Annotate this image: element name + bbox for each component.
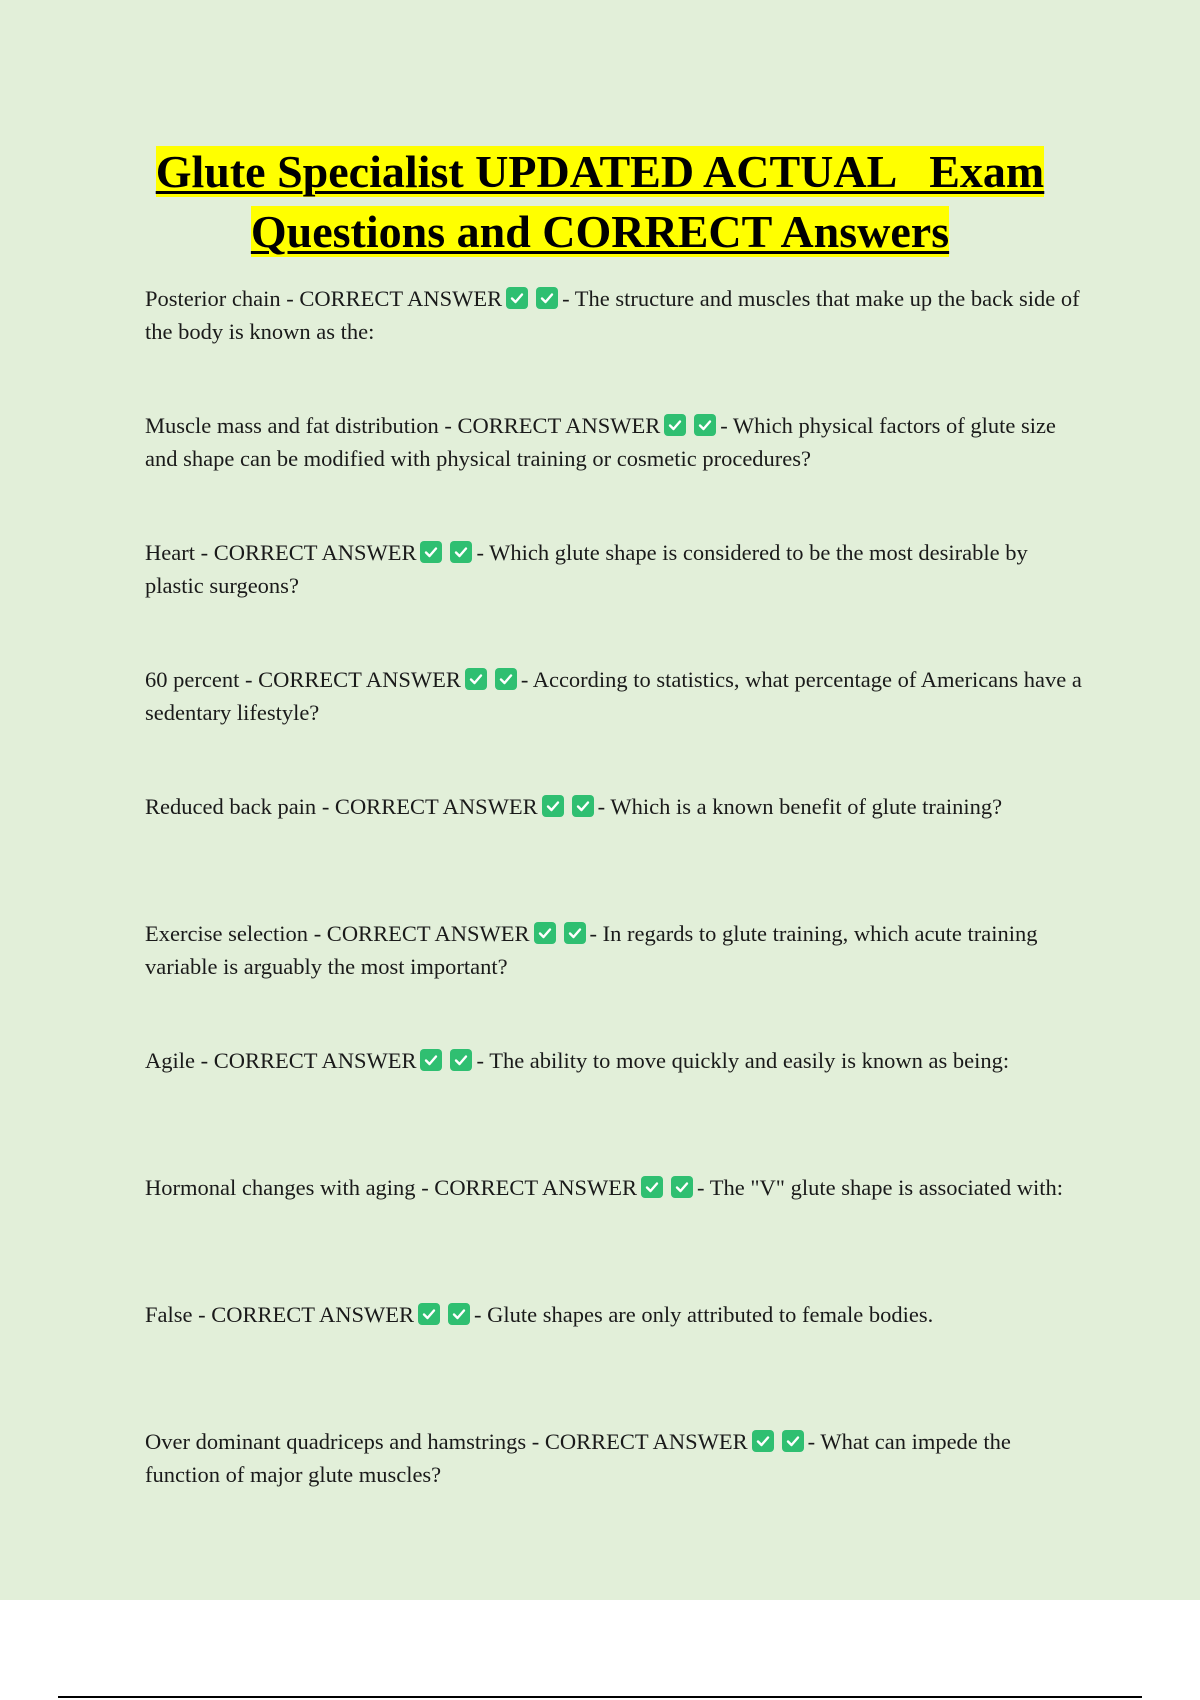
white-check-mark-icon	[752, 1430, 774, 1452]
correct-answer-tag: - CORRECT ANSWER	[438, 413, 661, 438]
correct-answer-tag: - CORRECT ANSWER	[239, 667, 461, 692]
correct-answer-tag: - CORRECT ANSWER	[415, 1175, 638, 1200]
white-check-mark-icon	[671, 1176, 693, 1198]
qa-item	[145, 536, 1085, 632]
answer-text: Over dominant quadriceps and hamstrings	[145, 1429, 527, 1454]
qa-item	[145, 409, 1085, 505]
answer-text: Exercise selection	[145, 921, 309, 946]
qa-item	[145, 1171, 1085, 1267]
answer-text: Posterior chain	[145, 286, 281, 311]
white-check-mark-icon	[694, 414, 716, 436]
answer-text: Agile	[145, 1048, 195, 1073]
qa-item	[145, 663, 1085, 759]
question-text: - The "V" glute shape is associated with:	[697, 1175, 1064, 1200]
white-check-mark-icon	[641, 1176, 663, 1198]
question-text: - In regards to glute training, which acute training variable is arguably the most important?	[145, 921, 1038, 979]
white-check-mark-icon	[572, 795, 594, 817]
document-title	[100, 142, 1100, 262]
correct-answer-tag: - CORRECT ANSWER	[192, 1302, 414, 1327]
question-text: - The ability to move quickly and easily is known as being:	[476, 1048, 1010, 1073]
answer-text: Reduced back pain	[145, 794, 317, 819]
answer-text: Muscle mass and fat distribution	[145, 413, 439, 438]
answer-text: 60 percent	[145, 667, 240, 692]
qa-item	[145, 1044, 1085, 1140]
answer-text: Hormonal changes with aging	[145, 1175, 416, 1200]
qa-item	[145, 1298, 1085, 1394]
correct-answer-tag: - CORRECT ANSWER	[280, 286, 503, 311]
question-text: - Which physical factors of glute size and shape can be modified with physical training or cosmetic procedures?	[145, 413, 1056, 471]
qa-item	[145, 282, 1085, 378]
question-text: - Which glute shape is considered to be the most desirable by plastic surgeons?	[145, 540, 1028, 598]
qa-list	[145, 282, 1085, 1552]
correct-answer-tag: - CORRECT ANSWER	[526, 1429, 748, 1454]
white-check-mark-icon	[450, 1049, 472, 1071]
footer-rule	[58, 1696, 1142, 1698]
white-check-mark-icon	[420, 541, 442, 563]
white-check-mark-icon	[536, 287, 558, 309]
title-line-1: Glute Specialist UPDATED ACTUAL Exam	[155, 146, 1045, 197]
white-check-mark-icon	[564, 922, 586, 944]
white-check-mark-icon	[465, 668, 487, 690]
question-text: - What can impede the function of major glute muscles?	[145, 1429, 1011, 1487]
correct-answer-tag: - CORRECT ANSWER	[308, 921, 530, 946]
white-check-mark-icon	[534, 922, 556, 944]
qa-item	[145, 790, 1085, 886]
answer-text: Heart	[145, 540, 195, 565]
white-check-mark-icon	[450, 541, 472, 563]
correct-answer-tag: - CORRECT ANSWER	[194, 540, 417, 565]
white-check-mark-icon	[542, 795, 564, 817]
white-check-mark-icon	[448, 1303, 470, 1325]
question-text: - According to statistics, what percentage of Americans have a sedentary lifestyle?	[145, 667, 1082, 725]
white-check-mark-icon	[495, 668, 517, 690]
qa-item	[145, 1425, 1085, 1521]
white-check-mark-icon	[420, 1049, 442, 1071]
white-check-mark-icon	[782, 1430, 804, 1452]
title-line-2: Questions and CORRECT Answers	[250, 206, 950, 257]
question-text: - Glute shapes are only attributed to female bodies.	[473, 1302, 934, 1327]
question-text: - Which is a known benefit of glute training?	[597, 794, 1003, 819]
qa-item	[145, 917, 1085, 1013]
white-check-mark-icon	[506, 287, 528, 309]
white-check-mark-icon	[418, 1303, 440, 1325]
question-text: - The structure and muscles that make up the back side of the body is known as the:	[145, 286, 1080, 344]
correct-answer-tag: - CORRECT ANSWER	[316, 794, 538, 819]
answer-text: False	[145, 1302, 193, 1327]
correct-answer-tag: - CORRECT ANSWER	[195, 1048, 417, 1073]
white-check-mark-icon	[664, 414, 686, 436]
